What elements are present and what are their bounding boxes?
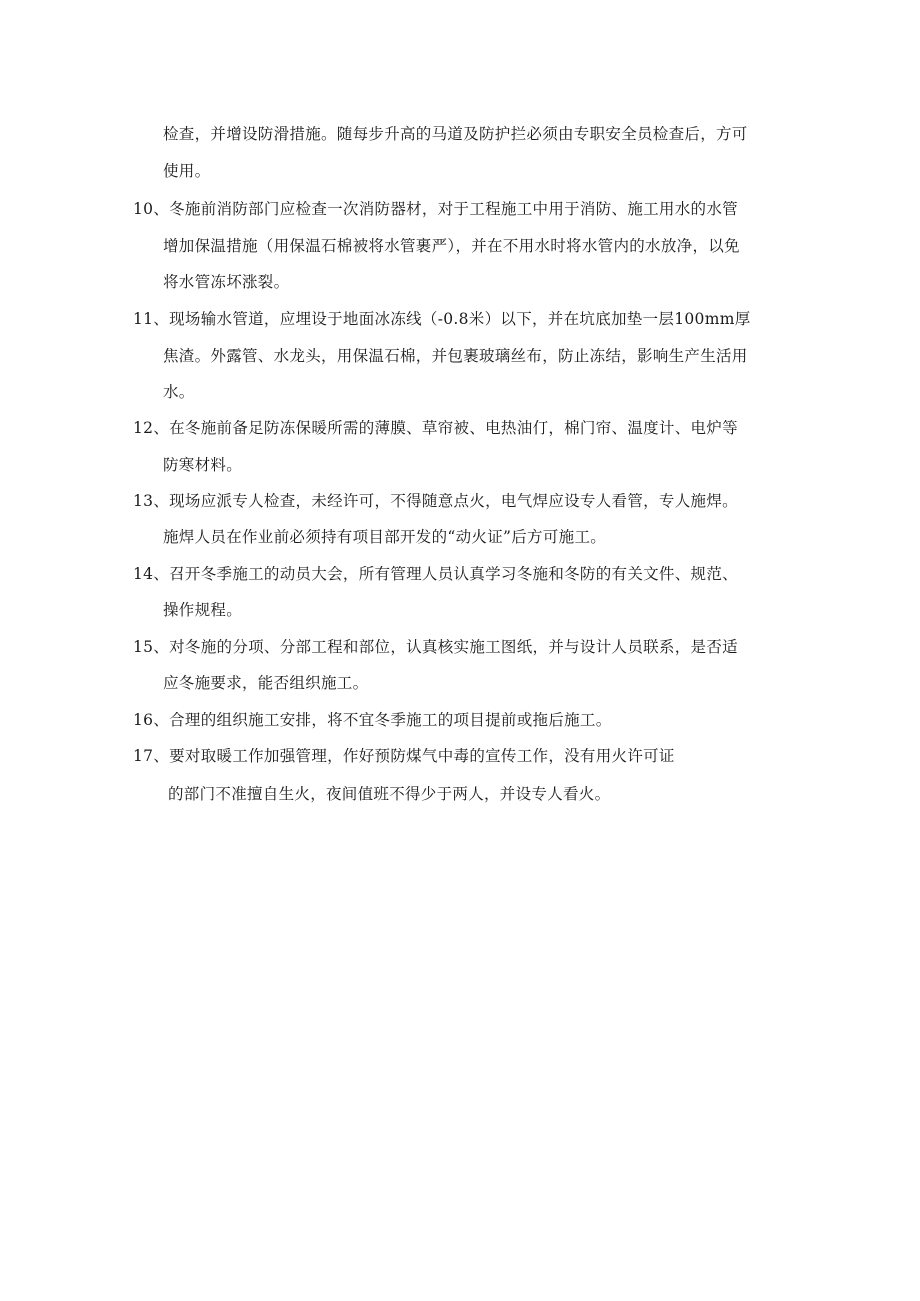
text-line: 16、合理的组织施工安排，将不宜冬季施工的项目提前或拖后施工。 [133, 711, 612, 729]
text-line: 将水管冻坏涨裂。 [163, 273, 290, 291]
text-line: 的部门不准擅自生火，夜间值班不得少于两人，并设专人看火。 [168, 785, 611, 803]
text-line: 焦渣。外露管、水龙头，用保温石棉，并包裹玻璃丝布，防止冻结，影响生产生活用 [163, 347, 748, 365]
text-line: 增加保温措施（用保温石棉被将水管裹严），并在不用水时将水管内的水放净，以免 [163, 237, 740, 255]
text-line: 13、现场应派专人检查，未经许可，不得随意点火，电气焊应设专人看管，专人施焊。 [133, 492, 738, 510]
text-line: 施焊人员在作业前必须持有项目部开发的“动火证”后方可施工。 [163, 528, 607, 546]
text-line: 检查，并增设防滑措施。随每步升高的马道及防护拦必须由专职安全员检查后，方可 [163, 125, 748, 143]
text-line: 水。 [163, 383, 195, 401]
text-line: 使用。 [163, 162, 211, 180]
text-line: 操作规程。 [163, 601, 243, 619]
text-line: 防寒材料。 [163, 456, 243, 474]
text-line: 应冬施要求，能否组织施工。 [163, 674, 369, 692]
text-line: 15、对冬施的分项、分部工程和部位，认真核实施工图纸，并与设计人员联系，是否适 [133, 638, 738, 656]
text-line: 14、召开冬季施工的动员大会，所有管理人员认真学习冬施和冬防的有关文件、规范、 [133, 565, 738, 583]
text-line: 10、冬施前消防部门应检查一次消防器材，对于工程施工中用于消防、施工用水的水管 [133, 200, 738, 218]
text-line: 12、在冬施前备足防冻保暖所需的薄膜、草帘被、电热油仃，棉门帘、温度计、电炉等 [133, 419, 738, 437]
text-line: 11、现场输水管道，应埋设于地面冰冻线（-0.8米）以下，并在坑底加垫一层100mm厚 [133, 310, 751, 328]
text-line: 17、要对取暖工作加强管理，作好预防煤气中毒的宣传工作，没有用火许可证 [133, 747, 675, 765]
